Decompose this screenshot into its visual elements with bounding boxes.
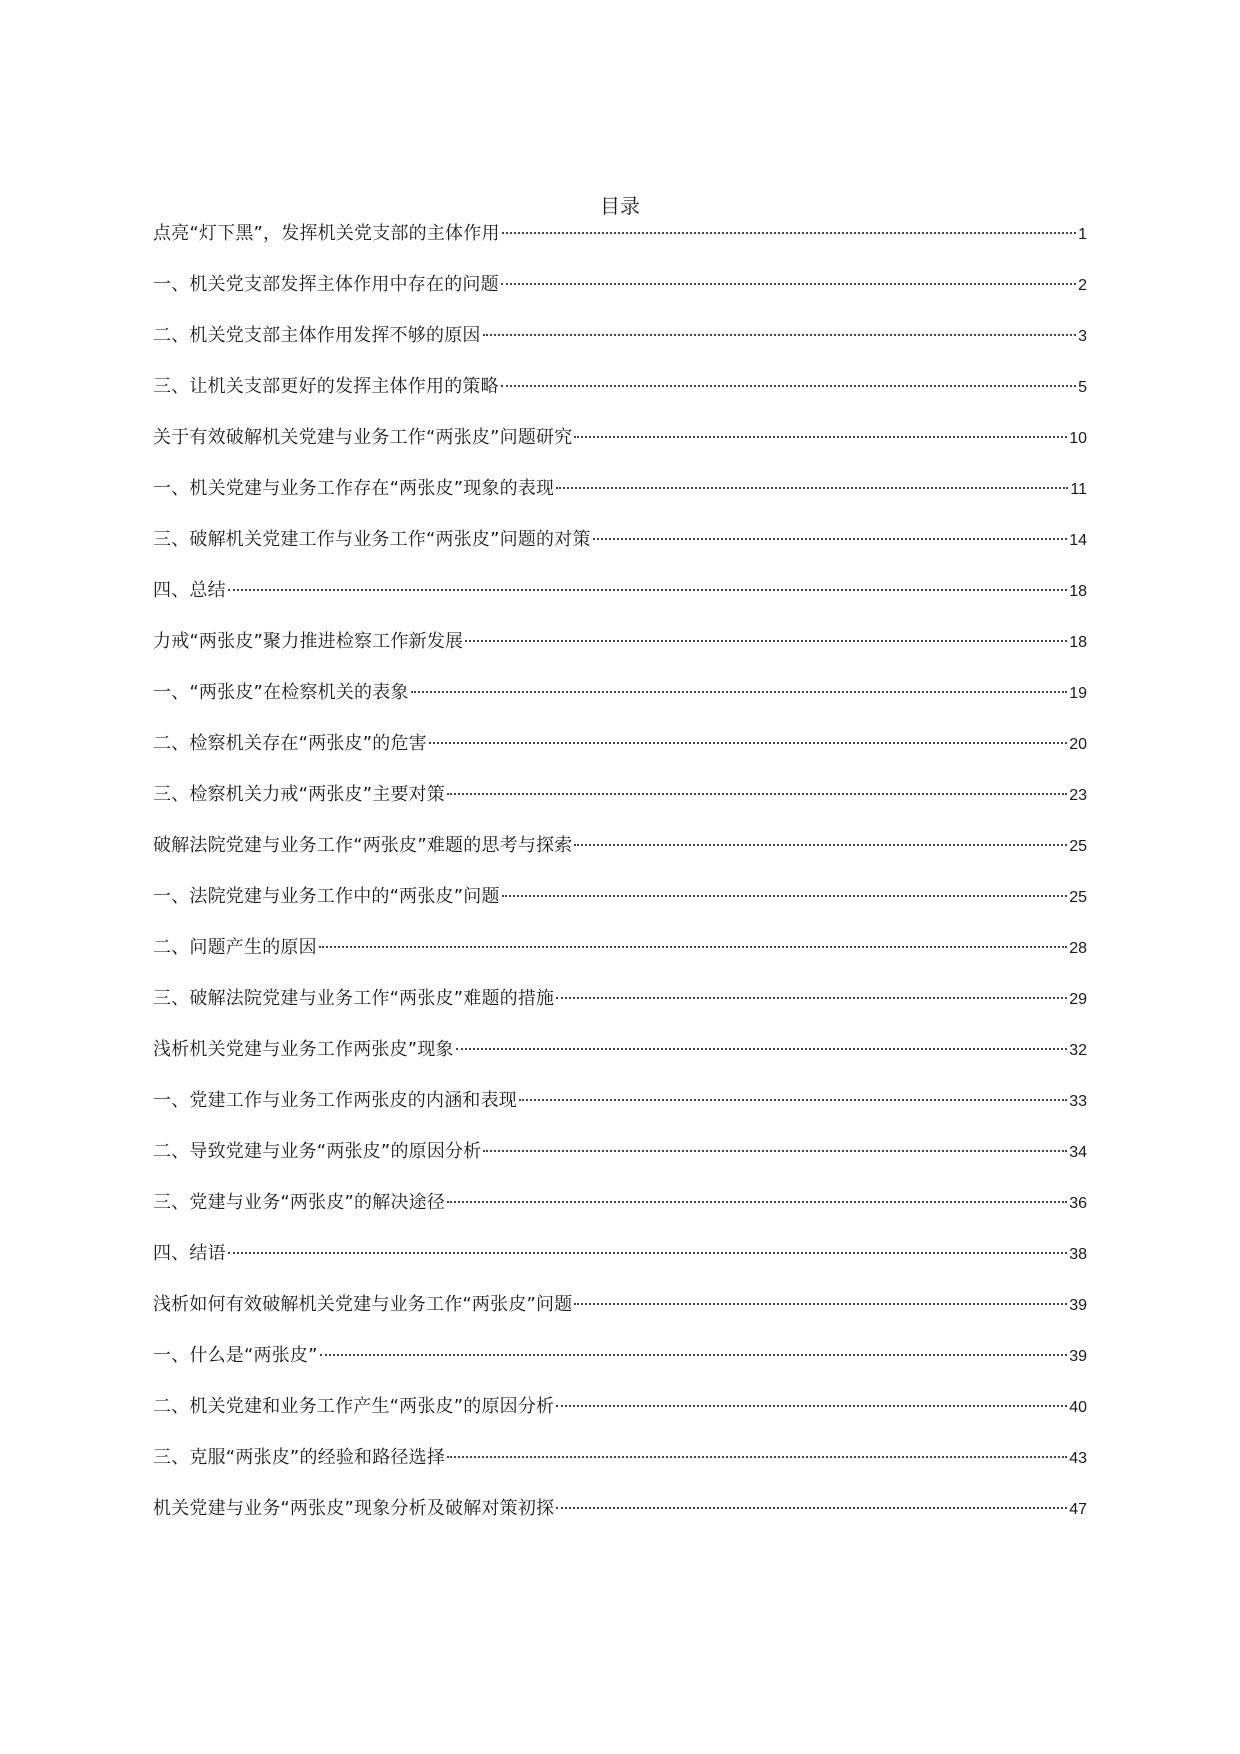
toc-entry-title[interactable]: 关于有效破解机关党建与业务工作“两张皮”问题研究 — [153, 427, 573, 448]
toc-page-number[interactable]: 38 — [1069, 1246, 1087, 1263]
toc-dot-leader — [556, 997, 1067, 999]
toc-entry-title[interactable]: 破解法院党建与业务工作“两张皮”难题的思考与探索 — [153, 835, 573, 856]
toc-entry[interactable] — [153, 372, 1087, 423]
toc-dot-leader — [574, 1303, 1067, 1305]
toc-entry-title[interactable]: 一、“两张皮”在检察机关的表象 — [153, 682, 409, 703]
toc-page-number[interactable]: 34 — [1069, 1144, 1087, 1161]
toc-page-number[interactable]: 47 — [1069, 1501, 1087, 1518]
toc-dot-leader — [411, 691, 1068, 693]
toc-entry-title[interactable]: 一、法院党建与业务工作中的“两张皮”问题 — [153, 886, 500, 907]
toc-entry[interactable] — [153, 1188, 1087, 1239]
toc-entry-title[interactable]: 机关党建与业务“两张皮”现象分析及破解对策初探 — [153, 1498, 555, 1519]
toc-dot-leader — [456, 1048, 1067, 1050]
toc-entry-title[interactable]: 三、检察机关力戒“两张皮”主要对策 — [153, 784, 446, 805]
toc-entry[interactable] — [153, 1035, 1087, 1086]
toc-entry-title[interactable]: 一、机关党建与业务工作存在“两张皮”现象的表现 — [153, 478, 555, 499]
toc-page-number[interactable]: 19 — [1069, 685, 1087, 702]
toc-dot-leader — [429, 742, 1067, 744]
toc-entry[interactable] — [153, 933, 1087, 984]
toc-entry[interactable] — [153, 882, 1087, 933]
toc-entry[interactable] — [153, 525, 1087, 576]
toc-page-number[interactable]: 25 — [1069, 889, 1087, 906]
toc-page-number[interactable]: 28 — [1069, 940, 1087, 957]
toc-entry-title[interactable]: 一、党建工作与业务工作两张皮的内涵和表现 — [153, 1090, 517, 1111]
toc-entry-title[interactable]: 力戒“两张皮”聚力推进检察工作新发展 — [153, 631, 464, 652]
toc-page-number[interactable]: 40 — [1069, 1399, 1087, 1416]
toc-entry-title[interactable]: 四、总结 — [153, 580, 226, 601]
toc-entry[interactable] — [153, 1290, 1087, 1341]
toc-dot-leader — [519, 1099, 1067, 1101]
toc-page-number[interactable]: 3 — [1078, 328, 1087, 345]
toc-page-number[interactable]: 2 — [1078, 277, 1087, 294]
toc-dot-leader — [574, 844, 1067, 846]
toc-dot-leader — [228, 1252, 1067, 1254]
toc-entry[interactable] — [153, 984, 1087, 1035]
toc-page-number[interactable]: 29 — [1069, 991, 1087, 1008]
toc-entry-title[interactable]: 二、问题产生的原因 — [153, 937, 317, 958]
toc-dot-leader — [502, 232, 1076, 234]
toc-dot-leader — [447, 1456, 1067, 1458]
toc-entry[interactable] — [153, 1239, 1087, 1290]
toc-entry-title[interactable]: 浅析如何有效破解机关党建与业务工作“两张皮”问题 — [153, 1294, 573, 1315]
toc-entry-title[interactable]: 三、党建与业务“两张皮”的解决途径 — [153, 1192, 446, 1213]
toc-entry-title[interactable]: 四、结语 — [153, 1243, 226, 1264]
toc-page-number[interactable]: 10 — [1069, 430, 1087, 447]
toc-title: 目录 — [600, 194, 640, 218]
toc-dot-leader — [447, 1201, 1067, 1203]
toc-entry[interactable] — [153, 321, 1087, 372]
toc-entry-title[interactable]: 浅析机关党建与业务工作两张皮”现象 — [153, 1039, 454, 1060]
toc-entry-title[interactable]: 三、破解机关党建工作与业务工作“两张皮”问题的对策 — [153, 529, 591, 550]
toc-entry[interactable] — [153, 219, 1087, 270]
toc-dot-leader — [465, 640, 1067, 642]
toc-entry-title[interactable]: 一、什么是“两张皮” — [153, 1345, 318, 1366]
toc-entry[interactable] — [153, 627, 1087, 678]
toc-dot-leader — [593, 538, 1068, 540]
toc-page-number[interactable]: 43 — [1069, 1450, 1087, 1467]
toc-page-number[interactable]: 25 — [1069, 838, 1087, 855]
toc-dot-leader — [447, 793, 1067, 795]
toc-page-number[interactable]: 33 — [1069, 1093, 1087, 1110]
toc-dot-leader — [501, 283, 1076, 285]
toc-entry[interactable] — [153, 831, 1087, 882]
toc-entry[interactable] — [153, 1341, 1087, 1392]
toc-page-number[interactable]: 18 — [1069, 583, 1087, 600]
toc-entry[interactable] — [153, 1392, 1087, 1443]
toc-dot-leader — [483, 1150, 1067, 1152]
toc-dot-leader — [574, 436, 1067, 438]
toc-page-number[interactable]: 5 — [1078, 379, 1087, 396]
toc-page-number[interactable]: 23 — [1069, 787, 1087, 804]
toc-entry-title[interactable]: 二、检察机关存在“两张皮”的危害 — [153, 733, 427, 754]
toc-entry[interactable] — [153, 729, 1087, 780]
toc-page-number[interactable]: 36 — [1069, 1195, 1087, 1212]
toc-entry[interactable] — [153, 474, 1087, 525]
toc-page-number[interactable]: 14 — [1069, 532, 1087, 549]
toc-entry[interactable] — [153, 1494, 1087, 1545]
toc-entry[interactable] — [153, 780, 1087, 831]
toc-entry[interactable] — [153, 1443, 1087, 1494]
toc-entry[interactable] — [153, 678, 1087, 729]
toc-dot-leader — [501, 385, 1076, 387]
toc-entry[interactable] — [153, 270, 1087, 321]
toc-entry[interactable] — [153, 1086, 1087, 1137]
toc-page-number[interactable]: 20 — [1069, 736, 1087, 753]
toc-dot-leader — [228, 589, 1067, 591]
toc-entry-title[interactable]: 二、导致党建与业务“两张皮”的原因分析 — [153, 1141, 482, 1162]
toc-list — [153, 219, 1087, 1545]
toc-dot-leader — [556, 487, 1068, 489]
toc-page-number[interactable]: 11 — [1070, 481, 1087, 498]
toc-dot-leader — [556, 1405, 1067, 1407]
toc-dot-leader — [320, 1354, 1068, 1356]
toc-entry-title[interactable]: 三、破解法院党建与业务工作“两张皮”难题的措施 — [153, 988, 555, 1009]
toc-page-number[interactable]: 39 — [1069, 1297, 1087, 1314]
toc-page-number[interactable]: 18 — [1069, 634, 1087, 651]
toc-page-number[interactable]: 1 — [1078, 226, 1087, 243]
toc-entry-title[interactable]: 二、机关党支部主体作用发挥不够的原因 — [153, 325, 481, 346]
toc-entry[interactable] — [153, 1137, 1087, 1188]
toc-entry-title[interactable]: 二、机关党建和业务工作产生“两张皮”的原因分析 — [153, 1396, 555, 1417]
toc-entry-title[interactable]: 三、克服“两张皮”的经验和路径选择 — [153, 1447, 446, 1468]
toc-dot-leader — [483, 334, 1076, 336]
toc-dot-leader — [319, 946, 1067, 948]
toc-page-number[interactable]: 39 — [1069, 1348, 1087, 1365]
toc-entry-title[interactable]: 一、机关党支部发挥主体作用中存在的问题 — [153, 274, 499, 295]
toc-dot-leader — [556, 1507, 1067, 1509]
toc-entry-title[interactable]: 三、让机关支部更好的发挥主体作用的策略 — [153, 376, 499, 397]
toc-entry[interactable] — [153, 423, 1087, 474]
toc-page-number[interactable]: 32 — [1069, 1042, 1087, 1059]
toc-entry[interactable] — [153, 576, 1087, 627]
toc-entry-title[interactable]: 点亮“灯下黑”，发挥机关党支部的主体作用 — [153, 223, 500, 244]
toc-dot-leader — [502, 895, 1068, 897]
